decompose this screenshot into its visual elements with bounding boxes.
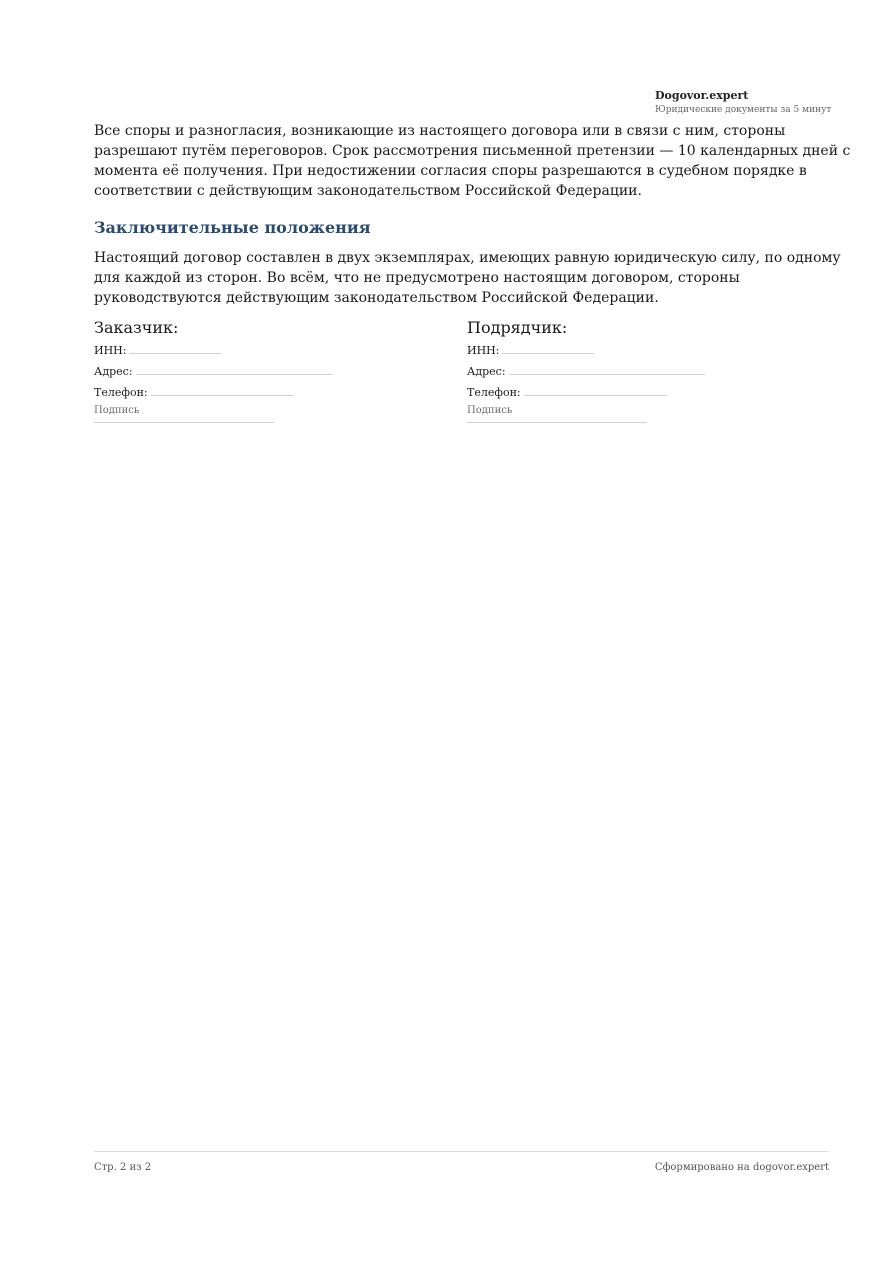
inn-blank-line (129, 341, 221, 354)
signature-label: Подпись (94, 405, 140, 416)
phone-blank-line (151, 383, 294, 396)
address-label: Адрес: (467, 365, 506, 378)
contractor-phone-field (467, 383, 767, 397)
party-contractor (467, 317, 767, 423)
signature-label: Подпись (467, 405, 513, 416)
inn-label: ИНН: (94, 344, 127, 357)
final-paragraph: Настоящий договор составлен в двух экземплярах, имеющих равную юридическую силу, по одному для каждой из сторон. Во всём, что не предусмотрено настоящим договором, стороны руководствуются действующим законодательством Российской Федерации. (94, 250, 841, 306)
page-number: Стр. 2 из 2 (94, 1162, 152, 1173)
footer-divider (94, 1151, 829, 1152)
signature-line (94, 422, 274, 423)
brand-header (655, 88, 831, 117)
address-label: Адрес: (94, 365, 133, 378)
brand-tagline: Юридические документы за 5 минут (655, 105, 832, 115)
inn-label: ИНН: (467, 344, 500, 357)
party-customer (94, 317, 394, 423)
phone-label: Телефон: (94, 386, 148, 399)
section-title-final: Заключительные положения (94, 218, 371, 237)
customer-address-field (94, 362, 394, 376)
address-blank-line (509, 362, 705, 375)
party-title-customer: Заказчик: (94, 318, 179, 337)
phone-label: Телефон: (467, 386, 521, 399)
footer-generated-note: Сформировано на dogovor.expert (654, 1162, 829, 1173)
phone-blank-line (524, 383, 667, 396)
contractor-inn-field (467, 341, 767, 355)
document-body (94, 121, 868, 308)
customer-inn-field (94, 341, 394, 355)
address-blank-line (136, 362, 332, 375)
disputes-paragraph: Все споры и разногласия, возникающие из настоящего договора или в связи с ним, стороны разрешают путём переговоров. Срок рассмотрения письменной претензии — 10 календарных дней с момента её получения. При недостижении согласия споры разрешаются в судебном порядке в соответствии с действующим законодательством Российской Федерации. (94, 123, 851, 199)
inn-blank-line (502, 341, 594, 354)
signature-block (94, 317, 868, 437)
customer-phone-field (94, 383, 394, 397)
signature-line (467, 422, 647, 423)
party-title-contractor: Подрядчик: (467, 318, 568, 337)
brand-name: Dogovor.expert (655, 89, 749, 102)
contractor-address-field (467, 362, 767, 376)
